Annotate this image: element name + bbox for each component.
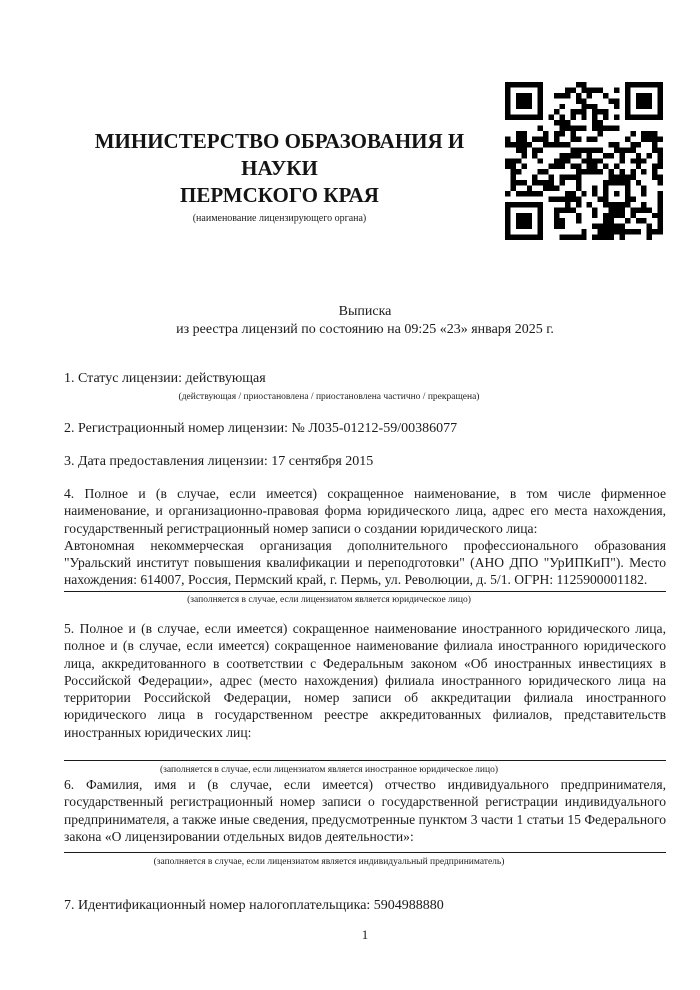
foreign-entity-description: 5. Полное и (в случае, если имеется) сокращенное наименование иностранного юридического лица, полное и (в случае, если имеется) сокращенное наименование филиала иностранного юридического лица, аккредитованного в соответствии с Федеральным законом «Об иностранных инвестициях в Российской Федерации», адрес (место нахождения) филиала иностранного юридического лица на территории Российской Федерации, номер записи об аккредитации филиала иностранного юридического лица в государственном реестре аккредитованных филиалов, представительств иностранных юридических лиц:: [64, 621, 666, 740]
license-status-text: 1. Статус лицензии: действующая: [64, 371, 266, 386]
licensing-authority-header: [64, 128, 495, 225]
foreign-entity-caption: (заполняется в случае, если лицензиатом является иностранное юридическое лицо): [160, 765, 498, 776]
individual-entrepreneur-field-rule: [64, 852, 666, 853]
foreign-entity-field-rule: [64, 760, 666, 761]
item-grant-date: [64, 453, 666, 470]
legal-entity-description: 4. Полное и (в случае, если имеется) сокращенное наименование, в том числе фирменное наименование, и организационно-правовая форма юридического лица, адрес его места нахождения, государственный регистрационный номер записи о создании юридического лица:: [64, 486, 666, 536]
license-status-caption: (действующая / приостановлена / приостановлена частично / прекращена): [178, 392, 480, 402]
legal-entity-caption: (заполняется в случае, если лицензиатом является юридическое лицо): [187, 594, 471, 605]
taxpayer-number-text: 7. Идентификационный номер налогоплательщика: 5904988880: [64, 898, 444, 913]
item-legal-entity: [64, 485, 666, 606]
licensing-authority-caption: (наименование лицензирующего органа): [192, 213, 367, 224]
item-license-status: [64, 370, 666, 403]
individual-entrepreneur-description: 6. Фамилия, имя и (в случае, если имеется) отчество индивидуального предпринимателя, государственный регистрационный номер записи о государственной регистрации индивидуального предпринимателя, а также иные сведения, предусмотренные пунктом 3 части 1 статьи 15 Федерального закона «О лицензировании отдельных видов деятельности»:: [64, 777, 666, 844]
registration-number-text: 2. Регистрационный номер лицензии: № Л035-01212-59/00386077: [64, 421, 458, 436]
licensing-authority-name-line1: МИНИСТЕРСТВО ОБРАЗОВАНИЯ И НАУКИ: [94, 129, 465, 180]
item-registration-number: [64, 420, 666, 437]
qr-code-image: [505, 82, 663, 240]
item-individual-entrepreneur: [64, 776, 666, 868]
document-title: [64, 303, 666, 339]
item-foreign-entity: [64, 620, 666, 776]
legal-entity-field-rule: [64, 591, 666, 592]
item-taxpayer-number: [64, 897, 666, 914]
legal-entity-value: Автономная некоммерческая организация дополнительного профессионального образования "Уральский институт повышения квалификации и переподготовки" (АНО ДПО "УрИПКиП"). Место нахождения: 614007, Россия, Пермский край, г. Пермь, ул. Революции, д. 5/1. ОГРН: 1125900001182.: [64, 537, 666, 588]
document-title-line1: Выписка: [338, 304, 392, 319]
page-number: 1: [361, 927, 369, 942]
grant-date-text: 3. Дата предоставления лицензии: 17 сентября 2015: [64, 454, 374, 469]
document-title-line2: из реестра лицензий по состоянию на 09:25 «23» января 2025 г.: [176, 322, 554, 337]
individual-entrepreneur-caption: (заполняется в случае, если лицензиатом является индивидуальный предприниматель): [153, 857, 505, 868]
licensing-authority-name-line2: ПЕРМСКОГО КРАЯ: [180, 183, 379, 207]
